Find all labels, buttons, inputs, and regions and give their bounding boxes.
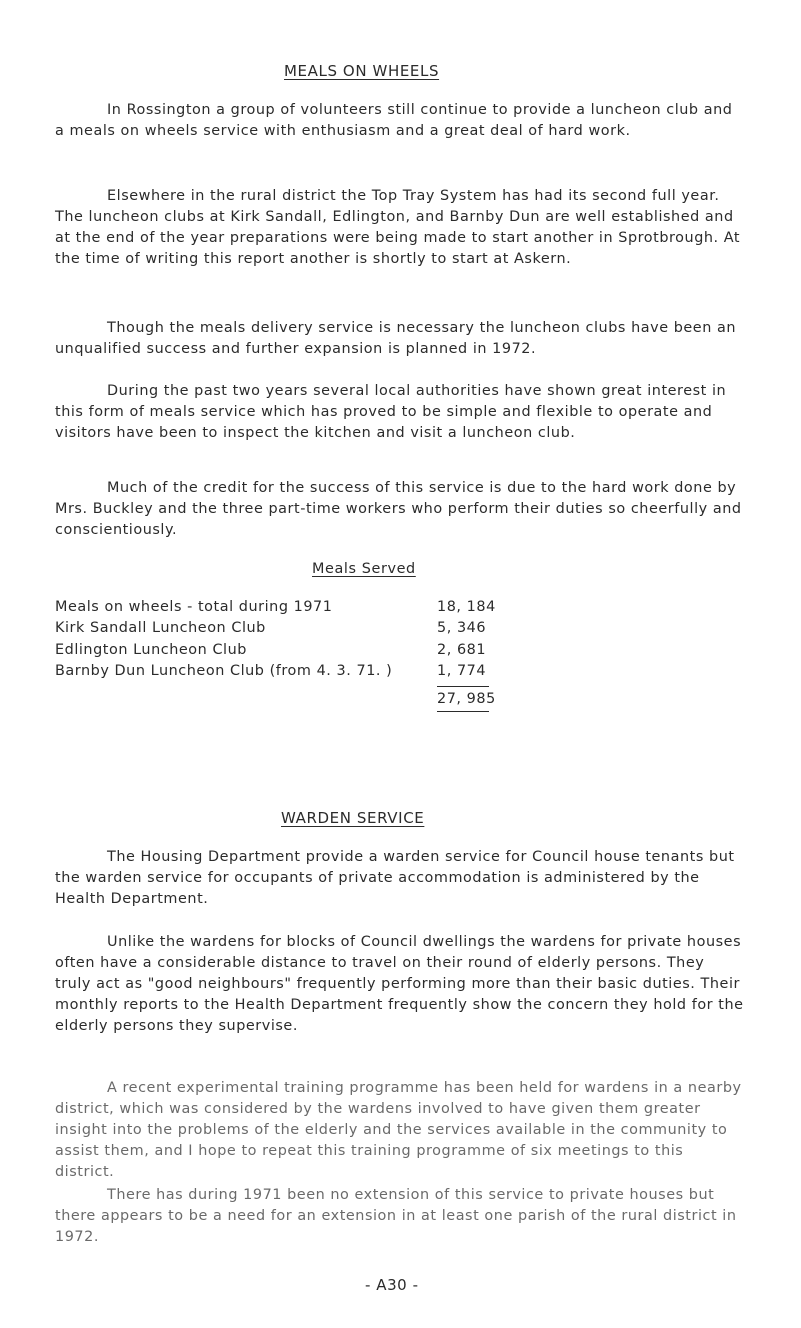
- row-label: Meals on wheels - total during 1971: [55, 599, 333, 615]
- warden-paragraph-3: A recent experimental training programme has been held for wardens in a nearby district, which was considered by the wardens involved to have given them greater insight into the problems of the elderly and the services available in the community to assist them, and I hope to repeat this training programme of six meetings to this district.: [55, 1080, 742, 1180]
- row-label: Edlington Luncheon Club: [55, 642, 247, 658]
- total-rule: [437, 686, 489, 687]
- meals-served-heading: Meals Served: [312, 561, 416, 577]
- warden-service-heading: WARDEN SERVICE: [281, 809, 425, 827]
- meals-paragraph-3: Though the meals delivery service is necessary the luncheon clubs have been an unqualified success and further expansion is planned in 1972.: [55, 320, 737, 357]
- warden-paragraph-2: Unlike the wardens for blocks of Council dwellings the wardens for private houses often have a considerable distance to travel on their round of elderly persons. They truly act as "good neighbours" frequently performing more than their basic duties. Their monthly reports to the Health Department frequently show the concern they hold for the elderly persons they supervise.: [55, 934, 744, 1034]
- meals-paragraph-2: Elsewhere in the rural district the Top Tray System has had its second full year. The luncheon clubs at Kirk Sandall, Edlington, and Barnby Dun are well established and at the end of the year preparations were being made to start another in Sprotbrough. At the time of writing this report another is shortly to start at Askern.: [55, 188, 741, 267]
- row-value: 2, 681: [437, 642, 487, 658]
- meals-paragraph-4: During the past two years several local authorities have shown great interest in this form of meals service which has proved to be simple and flexible to operate and visitors have been to inspect the kitchen and visit a luncheon club.: [55, 383, 727, 441]
- meals-paragraph-1: In Rossington a group of volunteers still continue to provide a luncheon club and a meals on wheels service with enthusiasm and a great deal of hard work.: [55, 102, 733, 139]
- warden-paragraph-4: There has during 1971 been no extension of this service to private houses but there appears to be a need for an extension in at least one parish of the rural district in 1972.: [55, 1187, 737, 1245]
- row-value: 1, 774: [437, 663, 487, 679]
- row-label: Barnby Dun Luncheon Club (from 4. 3. 71. ): [55, 663, 393, 679]
- meals-paragraph-5: Much of the credit for the success of this service is due to the hard work done by Mrs. Buckley and the three part-time workers who perform their duties so cheerfully and conscientiously.: [55, 480, 742, 538]
- row-value: 18, 184: [437, 599, 496, 615]
- warden-paragraph-1: The Housing Department provide a warden service for Council house tenants but the warden service for occupants of private accommodation is administered by the Health Department.: [55, 849, 735, 907]
- meals-on-wheels-heading: MEALS ON WHEELS: [284, 62, 440, 80]
- row-label: Kirk Sandall Luncheon Club: [55, 620, 266, 636]
- total-value: 27, 985: [437, 691, 496, 707]
- total-underline: [437, 711, 489, 712]
- page-number: - A30 -: [365, 1276, 419, 1294]
- row-value: 5, 346: [437, 620, 487, 636]
